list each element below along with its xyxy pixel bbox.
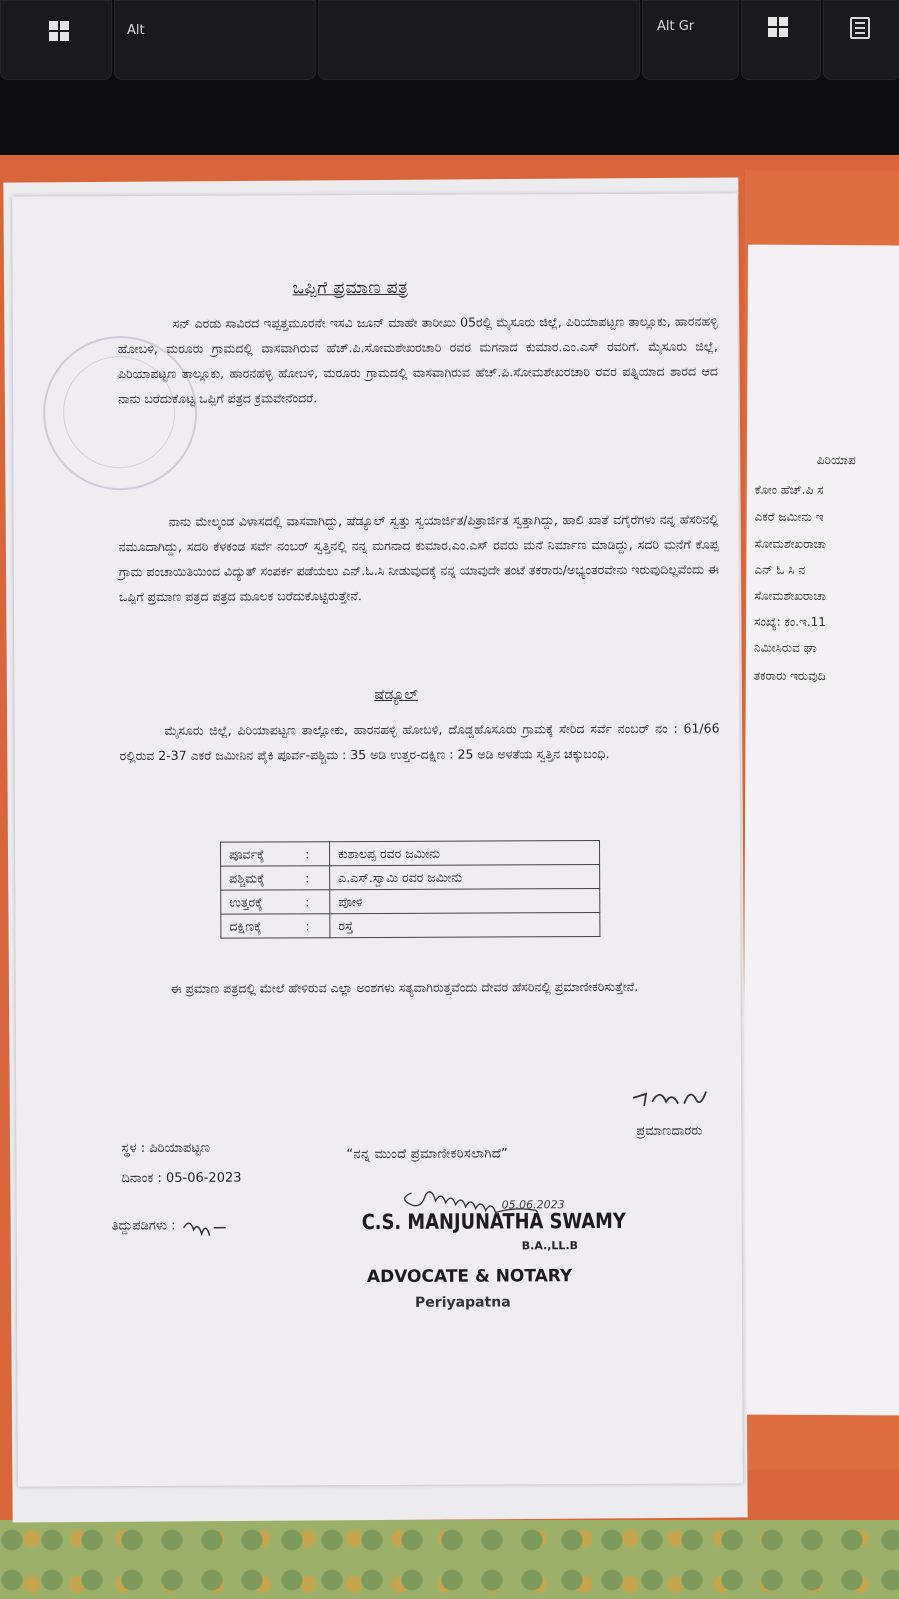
boundary-direction: ಪಶ್ಚಿಮಕ್ಕೆ <box>221 866 298 890</box>
altgr-key <box>642 0 739 80</box>
notary-name: C.S. MANJUNATHA SWAMY <box>361 1208 626 1235</box>
menu-icon <box>850 17 870 39</box>
side-document <box>742 245 899 1416</box>
boundaries-table <box>220 840 600 939</box>
tablecloth <box>0 1520 899 1599</box>
side-line: ಪಿರಿಯಾಪ <box>816 452 856 468</box>
boundary-direction: ದಕ್ಷಿಣಕ್ಕೆ <box>221 914 298 938</box>
notary-title: ADVOCATE & NOTARY <box>366 1266 573 1288</box>
table-row <box>221 865 600 891</box>
notary-place: Periyapatna <box>414 1294 511 1311</box>
document-title: ಒಪ್ಪಿಗೆ ಪ್ರಮಾಣ ಪತ್ರ <box>292 277 409 299</box>
boundary-colon: : <box>297 866 330 890</box>
boundary-value: ಕುಶಾಲಪ್ಪ ರವರ ಜಮೀನು <box>330 841 600 866</box>
side-line: ನಿಮೀಸಿರುವ ಘಾ <box>753 640 817 655</box>
boundary-colon: : <box>297 890 330 914</box>
table-row <box>221 913 600 939</box>
corrections-initials <box>180 1216 230 1236</box>
attestation-text: “ನನ್ನ ಮುಂದೆ ಪ್ರಮಾಣೀಕರಿಸಲಾಗಿದೆ” <box>346 1146 509 1163</box>
corrections-label: ತಿದ್ದುಪಡಿಗಳು : <box>111 1218 176 1234</box>
menu-key <box>823 0 899 80</box>
space-bar <box>318 0 640 80</box>
keyboard <box>0 0 899 160</box>
corrections-line <box>112 1216 230 1237</box>
date-line: ದಿನಾಂಕ : 05-06-2023 <box>121 1170 242 1187</box>
boundary-direction: ಪೂರ್ವಕ್ಕೆ <box>221 842 298 866</box>
boundary-value: ಪೋಳಿ <box>330 889 600 914</box>
boundary-value: ರಸ್ತೆ <box>330 913 600 938</box>
schedule-title: ಷೆಡ್ಯೂಲ್ <box>374 686 418 704</box>
side-line: ಎನ್ ಓ ಸಿ ನ <box>754 562 806 577</box>
paragraph-schedule: ಮೈಸೂರು ಜಿಲ್ಲೆ, ಪಿರಿಯಾಪಟ್ಟಣ ತಾಲ್ಲೋಕು, ಹಾರನಹಳ್ಳಿ ಹೋಬಳಿ, ದೊಡ್ಡಹೊಸೂರು ಗ್ರಾಮಕ್ಕೆ ಸೇರಿದ ಸರ್ವೆ ನಂಬರ್ ನಂ : 61/66 ರಲ್ಲಿರುವ 2-37 ಎಕರೆ ಜಮೀನಿನ ಪೈಕಿ ಪೂರ್ವ-ಪಶ್ಚಿಮ : 35 ಅಡಿ ಉತ್ತರ-ದಕ್ಷಿಣ : 25 ಅಡಿ ಅಳತೆಯ ಸ್ವತ್ತಿನ ಚಕ್ಕುಬಂಧಿ. <box>119 720 720 764</box>
boundary-direction: ಉತ್ತರಕ್ಕೆ <box>221 890 298 914</box>
alt-key <box>114 0 316 80</box>
table-row <box>221 889 600 915</box>
boundary-colon: : <box>297 914 330 938</box>
table-row <box>221 841 600 867</box>
paragraph-intro: ಸನ್ ಎರಡು ಸಾವಿರದ ಇಪ್ಪತ್ತಮೂರನೇ ಇಸವಿ ಜೂನ್ ಮಾಹೇ ತಾರೀಖು 05ರಲ್ಲಿ ಮೈಸೂರು ಜಿಲ್ಲೆ, ಪಿರಿಯಾಪಟ್ಟಣ ತಾಲ್ಲೂಕು, ಹಾರನಹಳ್ಳಿ ಹೋಬಳಿ, ಮರೂರು ಗ್ರಾಮದಲ್ಲಿ ವಾಸವಾಗಿರುವ ಹೆಚ್.ಪಿ.ಸೋಮಶೇಖರಚಾರಿ ರವರ ಮಗನಾದ ಕುಮಾರ.ಎಂ.ಎಸ್ ರವರಿಗೆ. ಮೈಸೂರು ಜಿಲ್ಲೆ, ಪಿರಿಯಾಪಟ್ಟಣ ತಾಲ್ಲೂಕು, ಹಾರನಹಳ್ಳಿ ಹೋಬಳಿ, ಮರೂರು ಗ್ರಾಮದಲ್ಲಿ ವಾಸವಾಗಿರುವ ಹೆಚ್.ಪಿ.ಸೋಮಶೇಖರಚಾರಿ ರವರ ಪತ್ನಿಯಾದ ಶಾರದ ಆದ ನಾನು ಬರೆದುಕೊಟ್ಟ ಒಪ್ಪಿಗೆ ಪತ್ರದ ಕ್ರಮವೇನೆಂದರೆ. <box>117 313 718 407</box>
place-line: ಸ್ಥಳ : ಪಿರಿಯಾಪಟ್ಟಣ <box>121 1140 210 1157</box>
side-line: ಕೋಂ ಹೆಚ್.ಪಿ ಸ <box>754 482 824 497</box>
windows-key-right <box>741 0 821 80</box>
boundary-value: ಎ.ಎಸ್.ಸ್ವಾಮಿ ರವರ ಜಮೀನು <box>330 865 600 890</box>
side-line: ಎಕರೆ ಜಮೀನು ಇ <box>754 509 824 524</box>
side-line: ತಕರಾರು ಇರುವುದಿ <box>753 668 826 684</box>
side-line: ಸೋಮಶೇಖರಾಚಾ <box>754 536 827 552</box>
side-line: ಸೋಮಶೇಖರಾಚಾ <box>754 588 826 604</box>
boundary-colon: : <box>297 842 330 866</box>
owner-signature <box>628 1084 718 1116</box>
paragraph-declaration: ನಾನು ಮೇಲ್ಕಂಡ ವಿಳಾಸದಲ್ಲಿ ವಾಸವಾಗಿದ್ದು, ಷೆಡ್ಯೂಲ್ ಸ್ವತ್ತು ಸ್ವಯಾರ್ಜಿತ/ಪಿತ್ರಾರ್ಜಿತ ಸ್ವತ್ತಾಗಿದ್ದು, ಹಾಲಿ ಖಾತೆ ವಗೈರೆಗಳು ನನ್ನ ಹೆಸರಿನಲ್ಲಿ ನಮೂದಾಗಿದ್ದು, ಸದರಿ ಕೆಳಕಂಡ ಸರ್ವೆ ನಂಬರ್ ಸ್ವತ್ತಿನಲ್ಲಿ ನನ್ನ ಮಗನಾದ ಕುಮಾರ.ಎಂ.ಎಸ್ ರವರು ಮನೆ ನಿರ್ಮಾಣ ಮಾಡಿದ್ದು, ಸದರಿ ಮನೆಗೆ ಕೊಪ್ಪ ಗ್ರಾಮ ಪಂಚಾಯಿತಿಯಿಂದ ವಿದ್ಯುತ್ ಸಂಪರ್ಕ ಪಡೆಯಲು ಎನ್.ಓ.ಸಿ ನೀಡುವುದಕ್ಕೆ ನನ್ನ ಯಾವುದೇ ತಂಟೆ ತಕರಾರು/ಅಭ್ಯಂತರವೇನು ಇರುವುದಿಲ್ಲವೆಂದು ಈ ಒಪ್ಪಿಗೆ ಪ್ರಮಾಣ ಪತ್ರದ ಪತ್ರದ ಮೂಲಕ ಬರೆದುಕೊಟ್ಟಿರುತ್ತೇನೆ. <box>118 511 719 605</box>
windows-icon <box>49 21 69 41</box>
altgr-key-label: Alt Gr <box>657 19 695 34</box>
paragraph-oath: ಈ ಪ್ರಮಾಣ ಪತ್ರದಲ್ಲಿ ಮೇಲೆ ಹೇಳಿರುವ ಎಲ್ಲಾ ಅಂಶಗಳು ಸತ್ಯವಾಗಿರುತ್ತವೆಂದು ದೇವರ ಹೆಸರಿನಲ್ಲಿ ಪ್ರಮಾಣೀಕರಿಸುತ್ತೇನೆ. <box>170 978 639 996</box>
notary-sign-date: 05.06.2023 <box>501 1198 565 1212</box>
alt-key-label: Alt <box>127 23 145 38</box>
owner-label: ಪ್ರಮಾಣದಾರರು <box>636 1123 703 1139</box>
notary-degree: B.A.,LL.B <box>521 1239 579 1253</box>
affidavit-document <box>12 193 743 1486</box>
windows-key-left <box>0 0 112 80</box>
side-line: ಸಂಖ್ಯೆ: ಕಂ.ಇ.11 <box>754 614 826 630</box>
windows-icon <box>768 17 788 37</box>
